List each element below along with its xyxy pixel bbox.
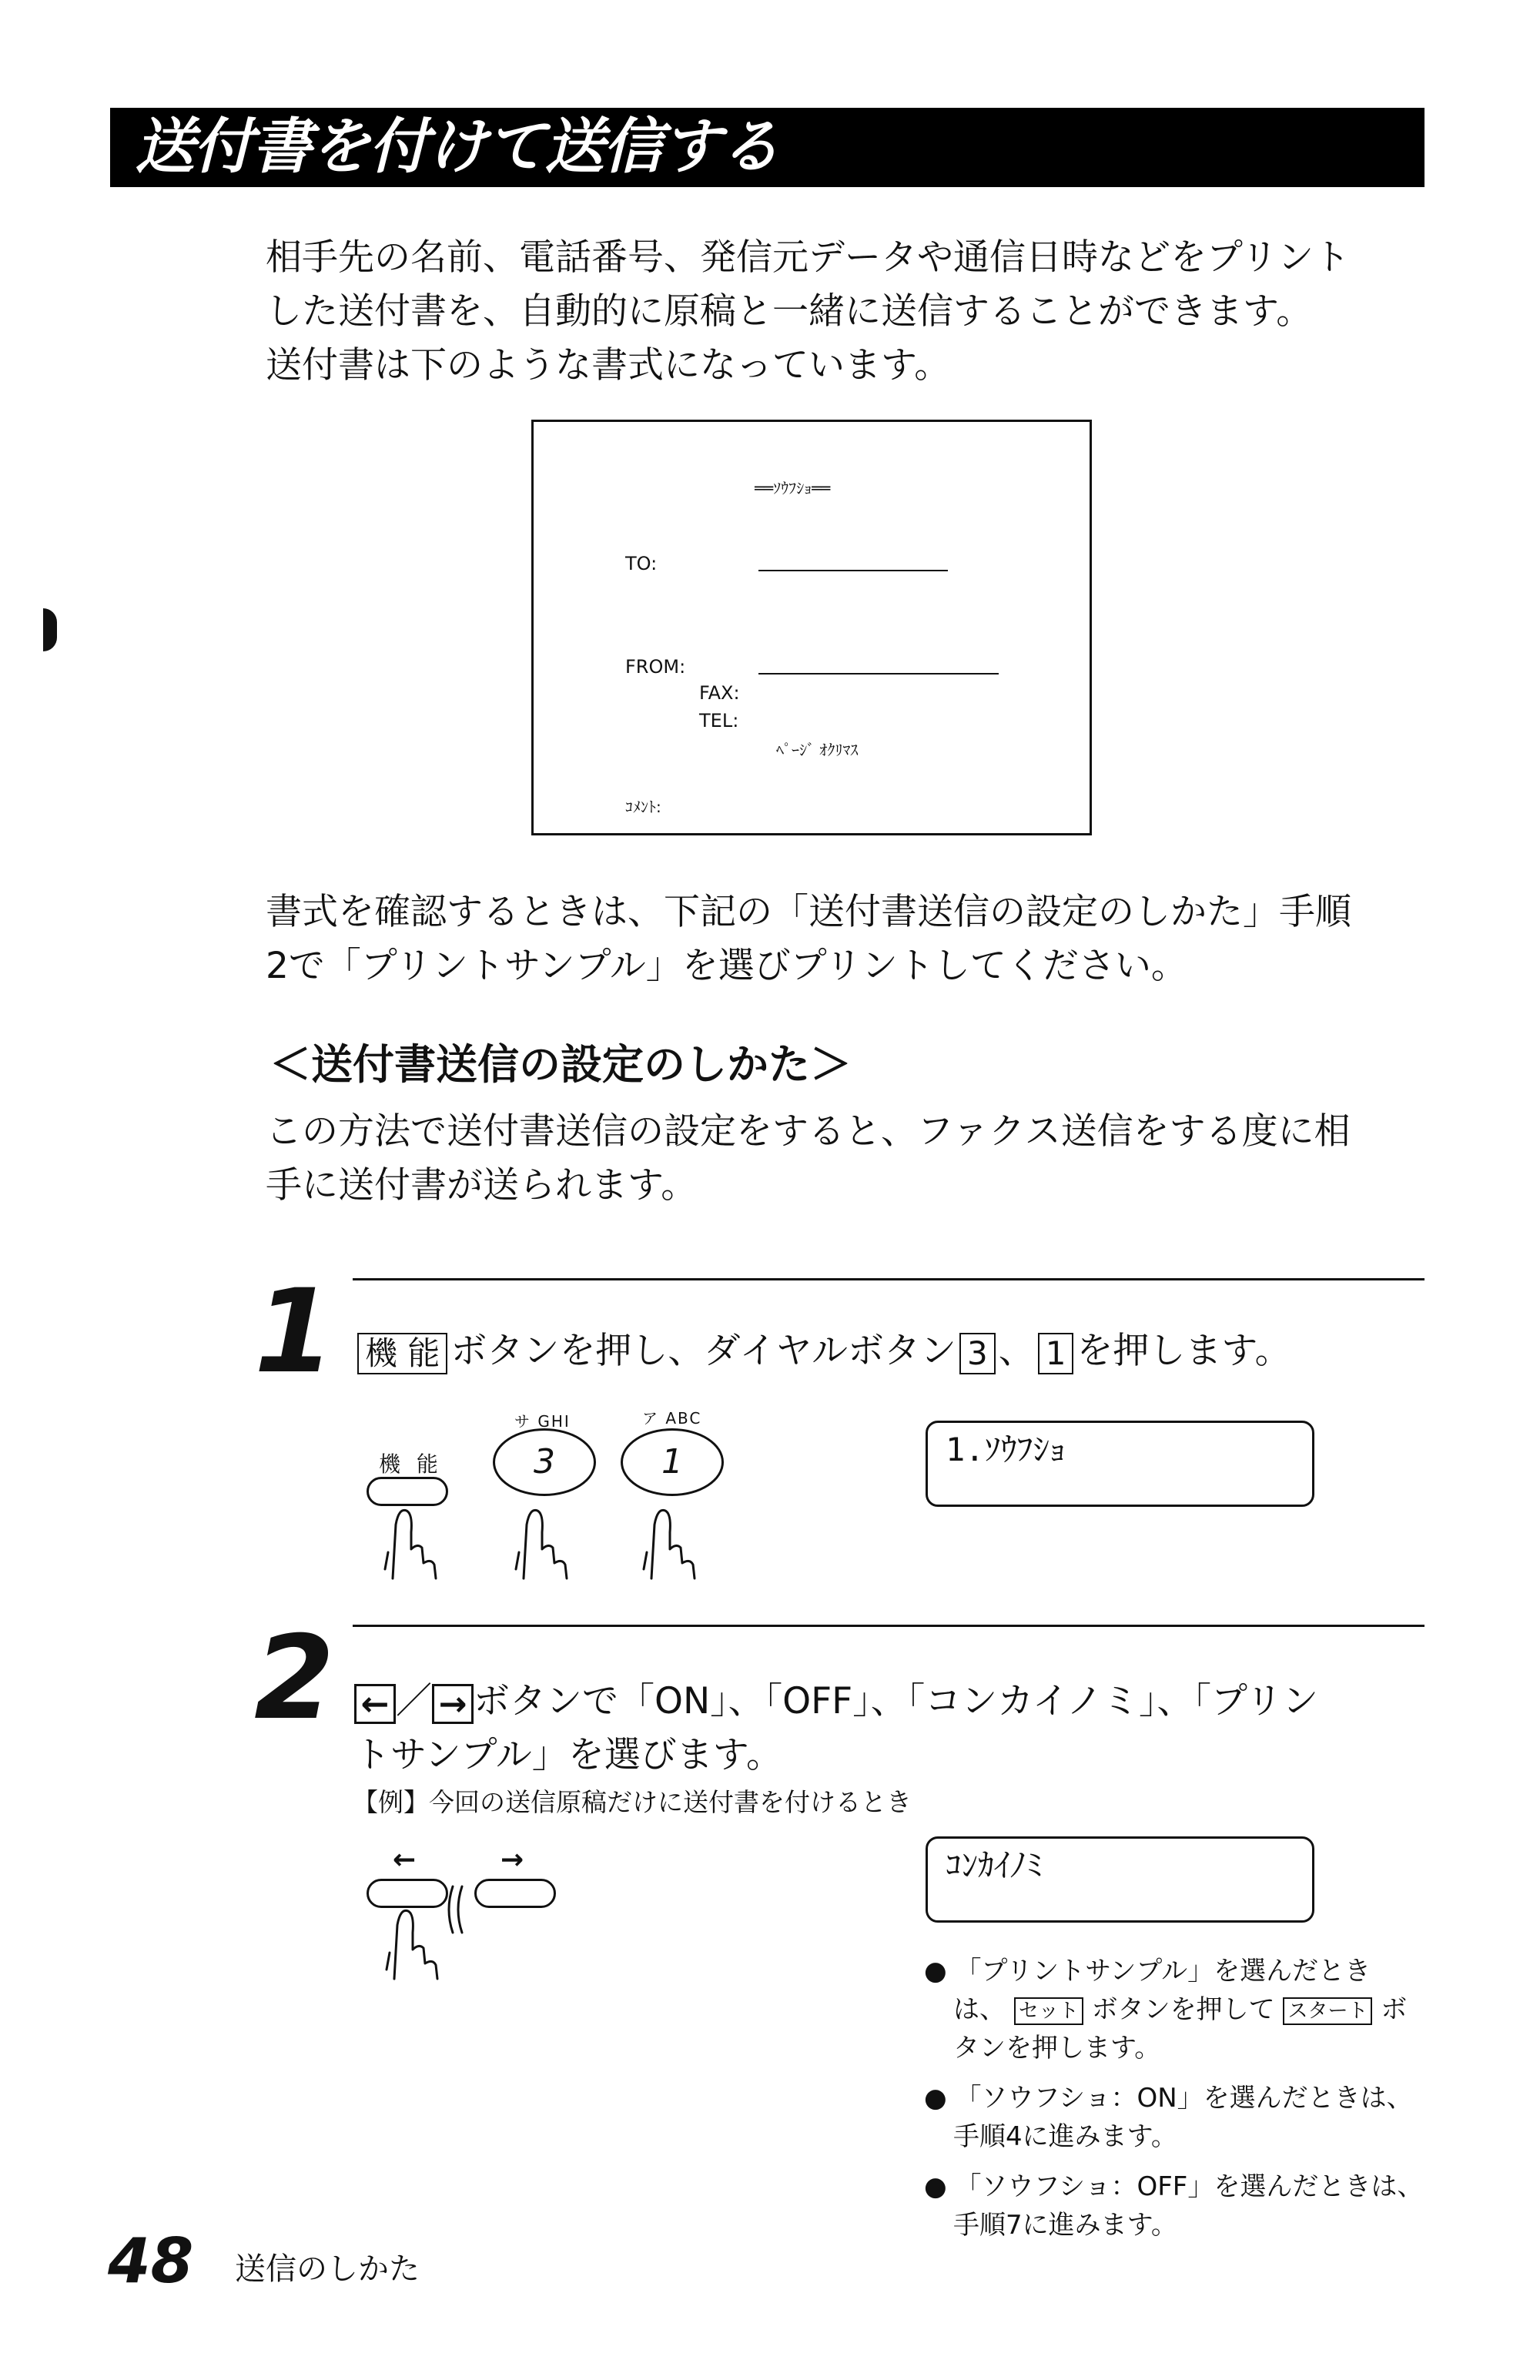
- step2-text-a: ボタンで「ON」、「OFF」、「コンカイノミ」、「プリン: [474, 1680, 1319, 1722]
- sample-fax-label: FAX:: [699, 682, 740, 704]
- step1-instruction: [354, 1324, 1291, 1378]
- intro-line-3: 送付書は下のような書式になっています。: [266, 344, 951, 387]
- note-1-text-2c: ボ: [1381, 1994, 1408, 2025]
- intro-line-1: 相手先の名前、電話番号、発信元データや通信日時などをプリント: [266, 236, 1351, 279]
- sample-from-label: FROM:: [625, 656, 686, 678]
- pressing-hands-icon: [362, 1478, 747, 1586]
- function-key-label: 機 能: [357, 1333, 447, 1374]
- right-arrow-icon: →: [500, 1844, 524, 1876]
- step2-slash: ／: [396, 1680, 432, 1722]
- note-1-text-2b: ボタンを押して: [1091, 1994, 1275, 2025]
- right-arrow-button[interactable]: [474, 1879, 556, 1908]
- note-3-text-1: 「ソウフショ：OFF」を選んだときは、: [955, 2171, 1424, 2202]
- dial-1-digit: 1: [661, 1442, 683, 1481]
- set-key-label: セット: [1014, 1997, 1083, 2025]
- note-1-line-2: [953, 1990, 1407, 2029]
- page-number: 48: [108, 2225, 194, 2297]
- confirm-line-1: 書式を確認するときは、下記の「送付書送信の設定のしかた」手順: [266, 891, 1351, 933]
- pressing-hand-icon: [362, 1863, 485, 1987]
- intro-line-2: した送付書を、自動的に原稿と一緒に送信することができます。: [266, 290, 1313, 333]
- step1-text-b: を押します。: [1076, 1330, 1291, 1372]
- left-arrow-key-label: ←: [354, 1684, 396, 1724]
- note-2-text-1: 「ソウフショ：ON」を選んだときは、: [955, 2083, 1413, 2114]
- step1-rule: [353, 1278, 1424, 1280]
- note-1-line-3: タンを押します。: [953, 2033, 1161, 2064]
- side-margin-mark: [43, 608, 57, 651]
- step1-text-a: ボタンを押し、ダイヤルボタン: [450, 1330, 956, 1372]
- sample-to-line: [758, 570, 948, 571]
- step2-example: 【例】今回の送信原稿だけに送付書を付けるとき: [353, 1787, 912, 1817]
- step2-number: 2: [254, 1612, 335, 1746]
- note-1-line-1: ● 「プリントサンプル」を選んだとき: [924, 1956, 1371, 1987]
- lcd-step1-text: 1.ｿｳﾌｼｮ: [946, 1431, 1066, 1468]
- sample-tel-label: TEL:: [699, 710, 739, 731]
- page-title: 送付書を付けて送信する: [135, 112, 779, 182]
- step1-number: 1: [254, 1265, 335, 1399]
- left-arrow-icon: ←: [393, 1844, 417, 1876]
- dial-1-kana-label: ア ABC: [642, 1409, 702, 1428]
- dial-3-kana-label: サ GHI: [514, 1412, 571, 1431]
- note-3-line-1: ● 「ソウフショ：OFF」を選んだときは、: [924, 2171, 1424, 2202]
- footer-section-title: 送信のしかた: [235, 2251, 420, 2287]
- function-button-caption: 機 能: [379, 1451, 443, 1477]
- sample-from-line: [758, 673, 999, 675]
- sample-comment-label: ｺﾒﾝﾄ:: [625, 798, 661, 816]
- confirm-line-2: 2で「プリントサンプル」を選びプリントしてください。: [266, 945, 1187, 987]
- step2-instruction-line-2: トサンプル」を選びます。: [354, 1734, 783, 1776]
- step2-rule: [353, 1625, 1424, 1627]
- note-2-line-1: ● 「ソウフショ：ON」を選んだときは、: [924, 2083, 1413, 2114]
- dial-3-digit: 3: [534, 1442, 555, 1481]
- right-arrow-key-label: →: [432, 1684, 474, 1724]
- lcd-step2-text: ｺﾝｶｲﾉﾐ: [946, 1846, 1043, 1884]
- step1-separator: 、: [998, 1330, 1035, 1372]
- sample-pages-label: ﾍﾟｰｼﾞ ｵｸﾘﾏｽ: [776, 741, 859, 759]
- start-key-label: スタート: [1283, 1997, 1372, 2025]
- note-1-text-2a: は、: [953, 1994, 1006, 2025]
- section-intro-line-1: この方法で送付書送信の設定をすると、ファクス送信をする度に相: [266, 1110, 1351, 1153]
- step2-instruction-line-1: [354, 1675, 1318, 1729]
- dial-key-3-label: 3: [959, 1333, 996, 1374]
- note-1-text-1: 「プリントサンプル」を選んだとき: [955, 1956, 1371, 1987]
- sample-header: ══ｿｳﾌｼｮ══: [755, 479, 831, 497]
- sample-to-label: TO:: [625, 553, 658, 574]
- note-2-line-2: 手順4に進みます。: [953, 2121, 1177, 2152]
- section-intro-line-2: 手に送付書が送られます。: [266, 1164, 698, 1207]
- dial-key-1-label: 1: [1038, 1333, 1074, 1374]
- note-3-line-2: 手順7に進みます。: [953, 2210, 1177, 2241]
- section-heading: ＜送付書送信の設定のしかた＞: [270, 1040, 852, 1089]
